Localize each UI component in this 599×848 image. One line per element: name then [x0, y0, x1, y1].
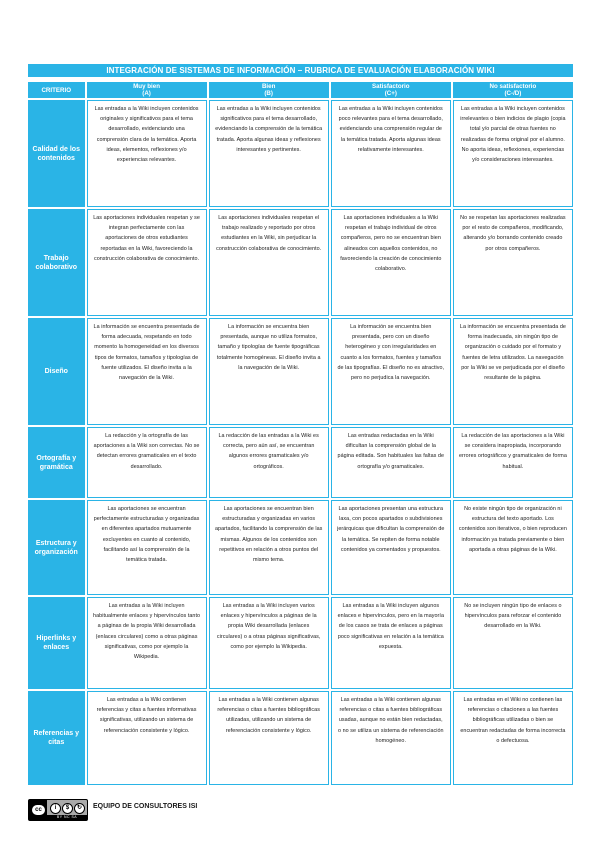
level-label: Satisfactorio	[372, 83, 410, 90]
rubric-cell: Las aportaciones individuales a la Wiki respetan el trabajo individual de otros compañeros, pero no se encuentran bien alineados con aquellos contenidos, no favoreciendo la creación de conocimiento colaborativo.	[331, 209, 451, 316]
rubric-title: INTEGRACIÓN DE SISTEMAS DE INFORMACIÓN – RUBRICA DE EVALUACIÓN ELABORACIÓN WIKI	[28, 64, 573, 77]
header-level-b	[209, 82, 329, 98]
rubric-cell: La información se encuentra bien presentada, aunque no utiliza formatos, tamaño y tipologías de fuente tipográficas totalmente homogéneas. El diseño invita a la navegación de la Wiki.	[209, 318, 329, 425]
rubric-cell: Las entradas a la Wiki incluyen contenidos significativos para el tema desarrollado, evidenciando la comprensión de la temática tratada. Aporta algunas ideas y reflexiones interesantes y pertinentes.	[209, 100, 329, 207]
rubric-row-trabajo	[28, 209, 573, 316]
criterion-label: Trabajo colaborativo	[28, 209, 85, 316]
rubric-cell: La información se encuentra bien presentada, pero con un diseño heterogéneo y con irregularidades en cuanto a los formatos, fuentes y tamaños de las tipografías. El diseño no es atractivo, pero no perjudica la navegación.	[331, 318, 451, 425]
rubric-cell: Las aportaciones individuales respetan y se integran perfectamente con las aportaciones de otros estudiantes reportadas en la Wiki, favoreciendo la construcción colaborativa de conocimiento.	[87, 209, 207, 316]
rubric-cell: Las aportaciones presentan una estructura laxa, con pocos apartados o subdivisiones jerárquicas que dificultan la comprensión de la temática. Se repiten de forma notable contenidos ya comentados y propuestos.	[331, 500, 451, 595]
criterion-label: Calidad de los contenidos	[28, 100, 85, 207]
rubric-cell: Las entradas a la Wiki incluyen habitualmente enlaces y hipervínculos tanto a páginas de la propia Wiki desarrollada (enlaces circulares) como a otras páginas significativas, como por ejemplo la Wikipedia.	[87, 597, 207, 689]
rubric-cell: Las aportaciones individuales respetan el trabajo realizado y reportado por otros estudiantes en la Wiki, sin perjudicar la construcción colaborativa de conocimiento.	[209, 209, 329, 316]
level-code: (C-/D)	[504, 90, 522, 97]
rubric-cell: La información se encuentra presentada de forma inadecuada, sin ningún tipo de organización o cuidado por el formato y fuentes de letra utilizados. La navegación por la Wiki se ve perjudicada por el diseño resultante de la página.	[453, 318, 573, 425]
rubric-cell: Las aportaciones se encuentran bien estructuradas y organizadas en varios apartados, facilitando la comprensión de las mismas. Algunos de los contenidos son repetitivos en relación a otros puntos del mismo tema.	[209, 500, 329, 595]
rubric-cell: No se respetan las aportaciones realizadas por el resto de compañeros, modificando, alterando y/o borrando contenido creado por otros compañeros.	[453, 209, 573, 316]
header-criterio: CRITERIO	[28, 82, 85, 98]
cc-badge	[29, 800, 47, 820]
rubric-cell: No se incluyen ningún tipo de enlaces o hipervínculos para reforzar el contenido desarrollado en la Wiki.	[453, 597, 573, 689]
header-level-c-minus	[453, 82, 573, 98]
criterion-label: Hiperlinks y enlaces	[28, 597, 85, 689]
rubric-cell: Las entradas a la Wiki incluyen contenidos irrelevantes o bien indicios de plagio (copia total y/o parcial de otras fuentes no realizadas de forma original por el alumno. No aporta ideas, reflexiones, experiencias y/o consideraciones interesantes.	[453, 100, 573, 207]
criterion-label: Ortografía y gramática	[28, 427, 85, 498]
rubric-cell: Las entradas en el Wiki no contienen las referencias o citaciones a las fuentes bibliográficas utilizadas o bien se encuentran redactadas de forma incorrecta o defectuosa.	[453, 691, 573, 785]
rubric-cell: Las entradas redactadas en la Wiki dificultan la comprensión global de la página editada. Son habituales las faltas de ortografía y/o gramaticales.	[331, 427, 451, 498]
team-name: EQUIPO DE CONSULTORES ISI	[93, 803, 198, 810]
level-code: (C+)	[384, 90, 397, 97]
rubric-row-calidad	[28, 100, 573, 207]
rubric-cell: Las entradas a la Wiki contienen algunas referencias o citas a fuentes bibliográficas utilizadas, utilizando un sistema de referenciación consistente y lógico.	[209, 691, 329, 785]
header-level-c-plus	[331, 82, 451, 98]
level-label: No satisfactorio	[489, 83, 537, 90]
rubric-cell: La redacción de las aportaciones a la Wiki se considera inapropiada, incorporando errores ortográficos y gramaticales de forma habitual.	[453, 427, 573, 498]
rubric-cell: Las aportaciones se encuentran perfectamente estructuradas y organizadas en diferentes apartados mutuamente excluyentes en cuanto al contenido, facilitando así la comprensión de la temática tratada.	[87, 500, 207, 595]
level-code: (B)	[264, 90, 273, 97]
level-code: (A)	[142, 90, 151, 97]
creative-commons-by-nc-sa-icon	[28, 799, 88, 821]
rubric-row-diseno	[28, 318, 573, 425]
rubric-cell: Las entradas a la Wiki incluyen contenidos poco relevantes para el tema desarrollado, evidenciando una comprensión regular de la temática tratada. Aporta algunas ideas relativamente interesantes.	[331, 100, 451, 207]
rubric-row-ortografia	[28, 427, 573, 498]
criterion-label: Referencias y citas	[28, 691, 85, 785]
rubric-row-hiperlinks	[28, 597, 573, 689]
rubric-cell: La información se encuentra presentada de forma adecuada, respetando en todo momento la homogeneidad en los diversos tipos de formatos, tamaños y tipologías de fuente utilizados. El diseño invita a la navegación de la Wiki.	[87, 318, 207, 425]
rubric-table	[26, 80, 575, 787]
rubric-row-referencias	[28, 691, 573, 785]
rubric-cell: Las entradas a la Wiki incluyen algunos enlaces e hipervínculos, pero en la mayoría de los casos se trata de enlaces a páginas poco significativas en relación a la temática expuesta.	[331, 597, 451, 689]
cc-logo-icon: cc	[32, 805, 45, 815]
license-text: BY NC SA	[47, 815, 87, 820]
level-label: Bien	[261, 83, 276, 90]
rubric-sheet	[28, 64, 573, 787]
by-icon: i	[50, 803, 61, 814]
rubric-cell: La redacción y la ortografía de las aportaciones a la Wiki son correctas. No se detectan errores gramaticales en el texto desarrollado.	[87, 427, 207, 498]
sa-icon: ↻	[74, 803, 85, 814]
rubric-cell: Las entradas a la Wiki incluyen contenidos originales y significativos para el tema desarrollado, evidenciando una comprensión clara de la temática. Aporta ideas, elementos, reflexiones y/o experiencias relevantes.	[87, 100, 207, 207]
criterion-label: Diseño	[28, 318, 85, 425]
rubric-row-estructura	[28, 500, 573, 595]
nc-icon: $	[62, 803, 73, 814]
header-level-a	[87, 82, 207, 98]
rubric-cell: La redacción de las entradas a la Wiki es correcta, pero aún así, se encuentran algunos errores gramaticales y/o ortográficos.	[209, 427, 329, 498]
rubric-cell: Las entradas a la Wiki incluyen varios enlaces y hipervínculos a páginas de la propia Wiki desarrollada (enlaces circulares) o a otras páginas significativas, como por ejemplo la Wikipedia.	[209, 597, 329, 689]
rubric-cell: Las entradas a la Wiki contienen referencias y citas a fuentes informativas significativas, utilizando un sistema de referenciación consistente y lógico.	[87, 691, 207, 785]
level-label: Muy bien	[133, 83, 160, 90]
criterion-label: Estructura y organización	[28, 500, 85, 595]
rubric-cell: No existe ningún tipo de organización ni estructura del texto aportado. Los contenidos son iterativos, o bien reproducen información ya tratada previamente o bien aportada a otras páginas de la Wiki.	[453, 500, 573, 595]
rubric-cell: Las entradas a la Wiki contienen algunas referencias o citas a fuentes bibliográficas usadas, aunque no están bien redactadas, o no se utiliza un sistema de referenciación homogéneo.	[331, 691, 451, 785]
header-row	[28, 82, 573, 98]
